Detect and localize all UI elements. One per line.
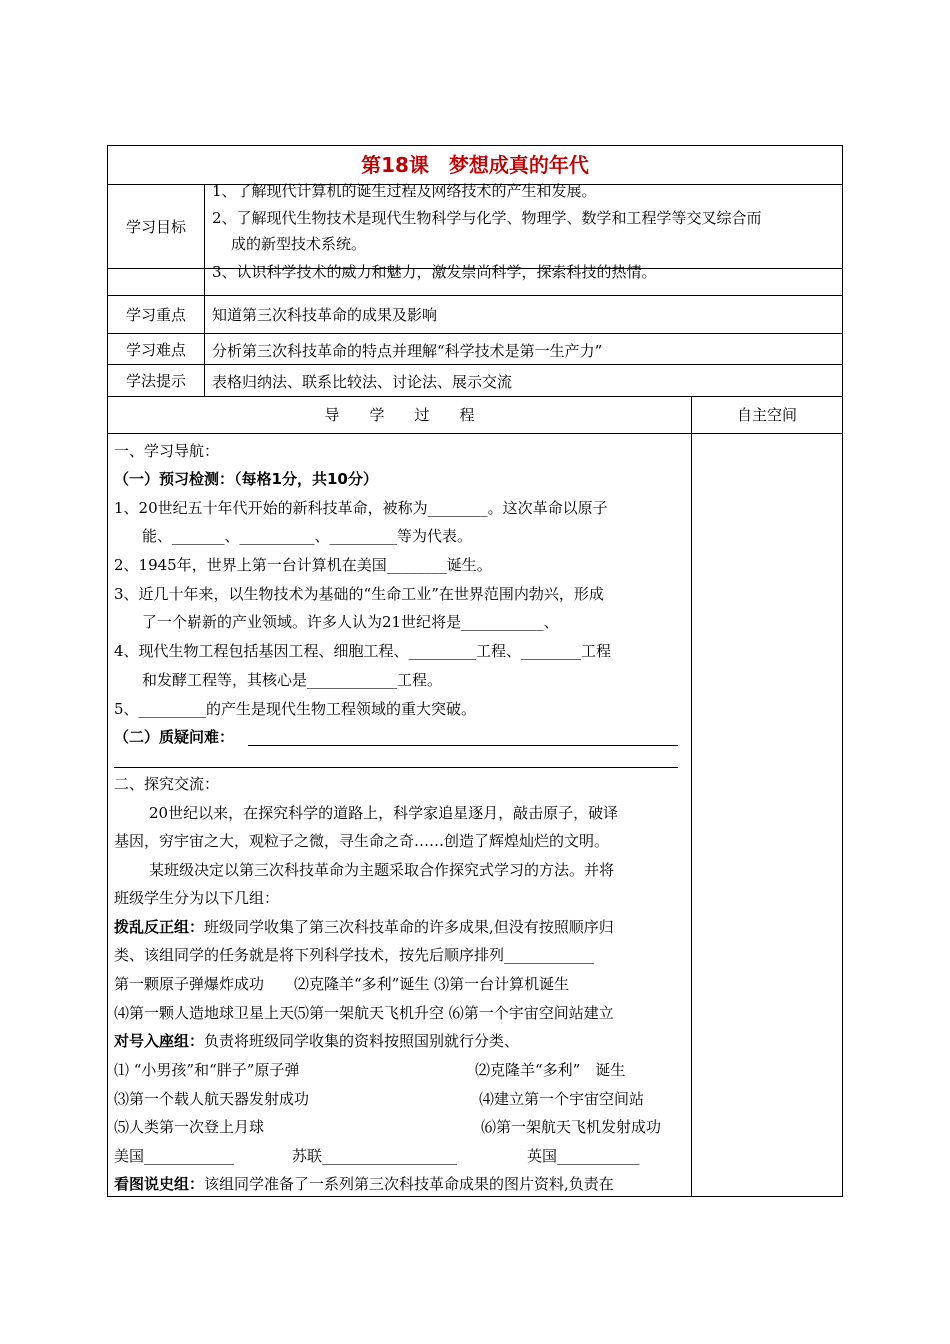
group2-text-a: 负责将班级同学收集的资料按照国别就行分类、 bbox=[204, 1032, 520, 1050]
question-3a: 3、近几十年来，以生物技术为基础的“生命工业”在世界范围内勃兴，形成 bbox=[114, 585, 604, 603]
group2-item-2: ⑵克隆羊“多利” 诞生 bbox=[475, 1061, 626, 1079]
lesson-plan-table bbox=[107, 145, 843, 1197]
preview-heading: （一）预习检测：（每格1分，共10分） bbox=[114, 470, 378, 488]
answer-line-2 bbox=[114, 767, 678, 768]
group2-item-1: ⑴ “小男孩”和“胖子”原子弹 bbox=[114, 1061, 300, 1079]
goal-3: 3、认识科学技术的威力和魅力，激发崇尚科学，探索科技的热情。 bbox=[212, 263, 657, 281]
group3-line bbox=[114, 1174, 614, 1194]
goals-label-tail bbox=[108, 269, 205, 295]
group1-text-d: ⑷第一颗人造地球卫星上天⑸第一架航天飞机升空 ⑹第一个宇宙空间站建立 bbox=[114, 1004, 614, 1022]
question-4b: 和发酵工程等，其核心是____________工程。 bbox=[142, 671, 443, 689]
paragraph-2b: 班级学生分为以下几组： bbox=[114, 889, 280, 907]
group2-line bbox=[114, 1031, 519, 1051]
process-header-row bbox=[108, 397, 842, 434]
goals-row-tail bbox=[108, 269, 842, 296]
space-header: 自主空间 bbox=[736, 406, 797, 424]
answer-line-1 bbox=[248, 745, 678, 746]
question-4a: 4、现代生物工程包括基因工程、细胞工程、_________工程、________工程 bbox=[114, 642, 612, 660]
question-5: 5、_________的产生是现代生物工程领域的重大突破。 bbox=[114, 700, 477, 718]
group1-text-b: 类、该组同学的任务就是将下列科学技术，按先后顺序排列____________ bbox=[114, 946, 595, 964]
goal-2-cont: 成的新型技术系统。 bbox=[231, 235, 367, 253]
group2-item-3: ⑶第一个载人航天器发射成功 bbox=[114, 1090, 310, 1108]
lesson-title: 第18课 梦想成真的年代 bbox=[108, 146, 842, 185]
goals-content bbox=[212, 182, 836, 281]
group3-name: 看图说史组： bbox=[114, 1175, 205, 1193]
focus-label: 学习重点 bbox=[108, 296, 205, 333]
focus-row bbox=[108, 296, 842, 334]
group3-text-a: 该组同学准备了一系列第三次科技革命成果的图片资料,负责在 bbox=[204, 1175, 614, 1193]
questions-heading: （二）质疑问难： bbox=[114, 728, 235, 746]
group2-item-4: ⑷建立第一个宇宙空间站 bbox=[479, 1090, 645, 1108]
goal-1: 1、了解现代计算机的诞生过程及网络技术的产生和发展。 bbox=[212, 182, 597, 200]
question-3b: 了一个崭新的产业领域。许多人认为21世纪将是___________、 bbox=[142, 613, 559, 631]
question-1b: 能、_______、__________、_________等为代表。 bbox=[142, 527, 473, 545]
country-su: 苏联__________________ bbox=[292, 1147, 458, 1165]
goals-row bbox=[108, 182, 842, 281]
question-2: 2、1945年，世界上第一台计算机在美国________诞生。 bbox=[114, 556, 492, 574]
section1-heading: 一、学习导航： bbox=[114, 442, 220, 460]
method-label: 学法提示 bbox=[108, 365, 205, 396]
group1-line bbox=[114, 917, 614, 937]
column-divider bbox=[691, 397, 692, 1196]
paragraph-1b: 基因，穷宇宙之大，观粒子之微，寻生命之奇……创造了辉煌灿烂的文明。 bbox=[114, 832, 610, 850]
focus-text: 知道第三次科技革命的成果及影响 bbox=[212, 306, 438, 324]
guide-header: 导 学 过 程 bbox=[324, 406, 475, 424]
country-uk: 英国___________ bbox=[527, 1147, 640, 1165]
group1-name: 拨乱反正组： bbox=[114, 918, 205, 936]
group2-item-6: ⑹第一架航天飞机发射成功 bbox=[481, 1118, 662, 1136]
goal-2: 2、了解现代生物技术是现代生物科学与化学、物理学、数学和工程学等交叉综合而 bbox=[212, 209, 762, 227]
group2-item-5: ⑸人类第一次登上月球 bbox=[114, 1118, 265, 1136]
group2-name: 对号入座组： bbox=[114, 1032, 205, 1050]
difficulty-label: 学习难点 bbox=[108, 334, 205, 364]
section2-heading: 二、探究交流： bbox=[114, 775, 220, 793]
method-row bbox=[108, 365, 842, 397]
difficulty-text: 分析第三次科技革命的特点并理解“科学技术是第一生产力” bbox=[212, 342, 603, 360]
difficulty-row bbox=[108, 334, 842, 365]
method-text: 表格归纳法、联系比较法、讨论法、展示交流 bbox=[212, 373, 513, 391]
paragraph-2a: 某班级决定以第三次科技革命为主题采取合作探究式学习的方法。并将 bbox=[149, 861, 615, 879]
goals-label: 学习目标 bbox=[108, 184, 205, 268]
group1-text-c: 第一颗原子弹爆炸成功 ⑵克隆羊“多利”诞生 ⑶第一台计算机诞生 bbox=[114, 975, 570, 993]
paragraph-1a: 20世纪以来，在探究科学的道路上，科学家追星逐月，敲击原子，破译 bbox=[149, 804, 619, 822]
country-us: 美国____________ bbox=[114, 1147, 235, 1165]
group1-text-a: 班级同学收集了第三次科技革命的许多成果,但没有按照顺序归 bbox=[204, 918, 614, 936]
question-1a: 1、20世纪五十年代开始的新科技革命，被称为________。这次革命以原子 bbox=[114, 499, 608, 517]
